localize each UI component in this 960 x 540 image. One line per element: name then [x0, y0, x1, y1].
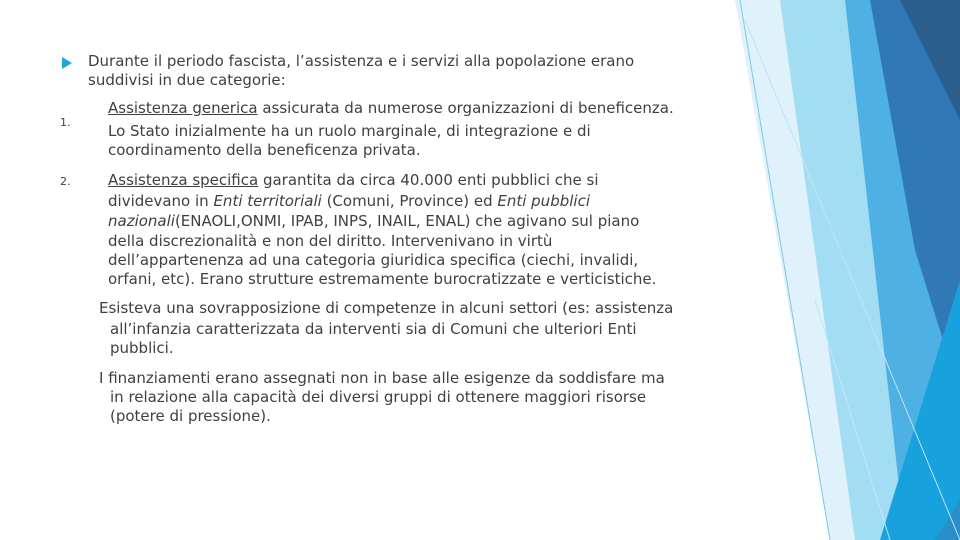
- item2-line-4: della discrezionalità e non del diritto. Intervenivano in virtù: [108, 232, 553, 250]
- item1-line-1: [108, 99, 674, 117]
- item1-line-3: coordinamento della beneficenza privata.: [108, 141, 421, 159]
- item2-line-6: orfani, etc). Erano strutture estremamente burocratizzate e verticistiche.: [108, 270, 657, 288]
- item1-line-2: Lo Stato inizialmente ha un ruolo marginale, di integrazione e di: [108, 122, 591, 140]
- item1-line1-rest: assicurata da numerose organizzazioni di beneficenza.: [257, 99, 674, 117]
- item2-term: Assistenza specifica: [108, 171, 259, 189]
- item2-line1-rest: garantita da circa 40.000 enti pubblici che si: [258, 171, 599, 189]
- item1-number: 1.: [60, 116, 71, 129]
- item2-line3-a: nazionali: [108, 212, 175, 230]
- paragraph2-line-2: in relazione alla capacità dei diversi gruppi di ottenere maggiori risorse: [110, 388, 647, 406]
- item2-number: 2.: [60, 175, 71, 188]
- paragraph2-line-1: I finanziamenti erano assegnati non in base alle esigenze da soddisfare ma: [99, 369, 665, 387]
- paragraph1-line-2: all’infanzia caratterizzata da interventi sia di Comuni che ulteriori Enti: [110, 320, 637, 338]
- paragraph2-line-3: (potere di pressione).: [110, 407, 271, 425]
- intro-line-2: suddivisi in due categorie:: [88, 71, 286, 89]
- item2-line-1: [108, 171, 599, 189]
- item2-line2-b: Enti territoriali: [213, 192, 322, 210]
- intro-line-1: Durante il periodo fascista, l’assistenza e i servizi alla popolazione erano: [88, 52, 635, 70]
- item2-line2-c: (Comuni, Province) ed: [321, 192, 498, 210]
- item2-line-3: [108, 212, 639, 230]
- bullet-arrow-icon: [62, 57, 72, 69]
- item2-line2-a: dividevano in: [108, 192, 214, 210]
- paragraph1-line-3: pubblici.: [110, 339, 174, 357]
- item2-line3-b: (ENAOLI,ONMI, IPAB, INPS, INAIL, ENAL) che agivano sul piano: [174, 212, 640, 230]
- item2-line-5: dell’appartenenza ad una categoria giuridica specifica (ciechi, invalidi,: [108, 251, 639, 269]
- paragraph1-line-1: Esisteva una sovrapposizione di competenze in alcuni settori (es: assistenza: [99, 299, 674, 317]
- item2-line-2: [108, 192, 590, 210]
- item2-line2-d: Enti pubblici: [497, 192, 590, 210]
- item1-term: Assistenza generica: [108, 99, 258, 117]
